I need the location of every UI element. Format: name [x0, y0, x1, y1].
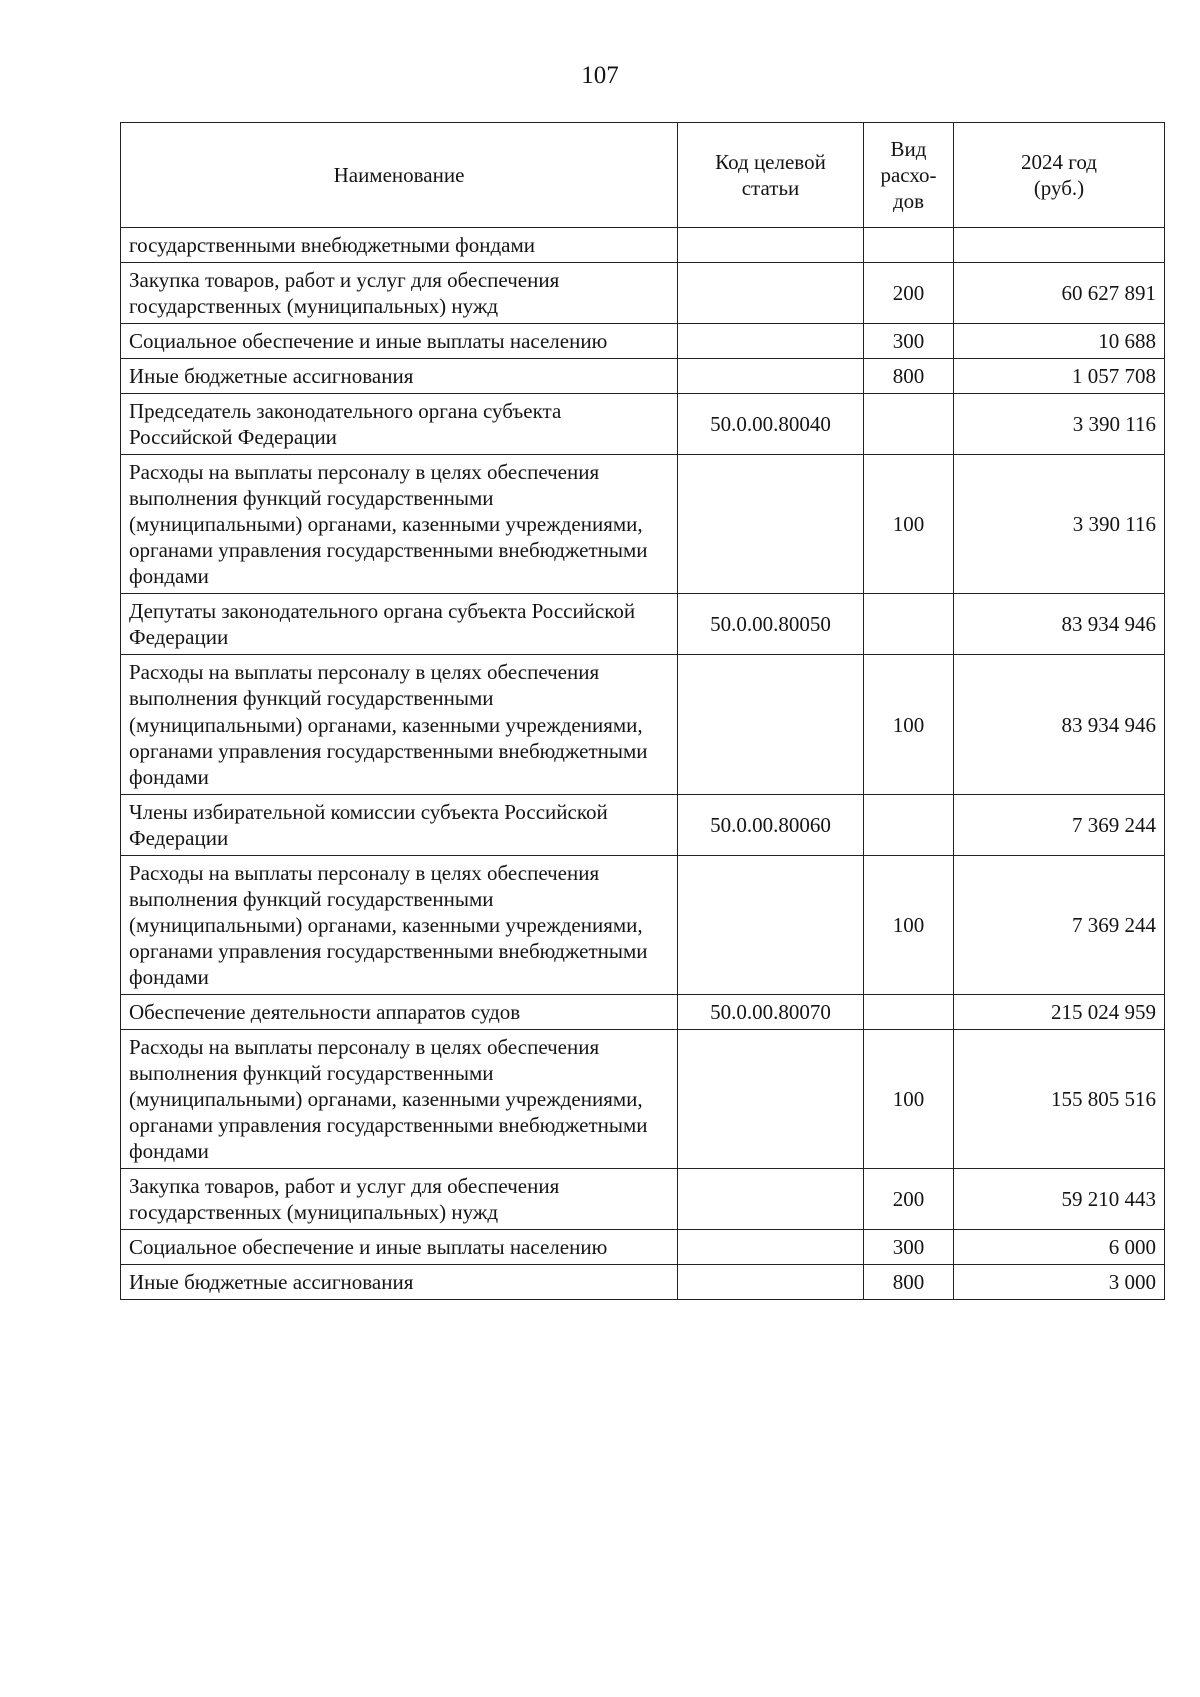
row-code — [678, 455, 864, 594]
row-name: Социальное обеспечение и иные выплаты населению — [121, 1230, 678, 1265]
row-type: 800 — [864, 1265, 954, 1300]
row-amount: 10 688 — [954, 324, 1165, 359]
row-type — [864, 794, 954, 855]
table-row — [121, 394, 1165, 455]
table-header-row — [121, 123, 1165, 228]
row-type: 200 — [864, 263, 954, 324]
row-name: Закупка товаров, работ и услуг для обеспечения государственных (муниципальных) нужд — [121, 1169, 678, 1230]
row-amount: 7 369 244 — [954, 855, 1165, 994]
row-amount: 83 934 946 — [954, 655, 1165, 794]
row-amount: 3 390 116 — [954, 394, 1165, 455]
row-name: Расходы на выплаты персоналу в целях обеспечения выполнения функций государственными (муниципальными) органами, казенными учреждениями, органами управления государственными внебюджетными фондами — [121, 455, 678, 594]
row-code — [678, 855, 864, 994]
table-row — [121, 1265, 1165, 1300]
row-type: 100 — [864, 455, 954, 594]
row-name: Расходы на выплаты персоналу в целях обеспечения выполнения функций государственными (муниципальными) органами, казенными учреждениями, органами управления государственными внебюджетными фондами — [121, 1029, 678, 1168]
row-name: Расходы на выплаты персоналу в целях обеспечения выполнения функций государственными (муниципальными) органами, казенными учреждениями, органами управления государственными внебюджетными фондами — [121, 655, 678, 794]
table-row — [121, 455, 1165, 594]
row-type: 100 — [864, 855, 954, 994]
header-amount-line1: 2024 год — [1021, 149, 1097, 174]
row-amount: 7 369 244 — [954, 794, 1165, 855]
row-amount: 1 057 708 — [954, 359, 1165, 394]
row-name: Члены избирательной комиссии субъекта Российской Федерации — [121, 794, 678, 855]
row-code — [678, 655, 864, 794]
table-row — [121, 324, 1165, 359]
header-type-line3: дов — [892, 189, 925, 214]
table-row — [121, 594, 1165, 655]
row-name: Председатель законодательного органа субъекта Российской Федерации — [121, 394, 678, 455]
row-name: Иные бюджетные ассигнования — [121, 1265, 678, 1300]
row-type: 300 — [864, 1230, 954, 1265]
table-row — [121, 359, 1165, 394]
header-amount — [954, 123, 1165, 228]
row-code — [678, 324, 864, 359]
row-amount: 3 390 116 — [954, 455, 1165, 594]
row-name: Иные бюджетные ассигнования — [121, 359, 678, 394]
row-code — [678, 263, 864, 324]
header-type — [864, 123, 954, 228]
row-name: Расходы на выплаты персоналу в целях обеспечения выполнения функций государственными (муниципальными) органами, казенными учреждениями, органами управления государственными внебюджетными фондами — [121, 855, 678, 994]
table-row — [121, 1029, 1165, 1168]
row-code — [678, 228, 864, 263]
row-name: государственными внебюджетными фондами — [121, 228, 678, 263]
row-amount: 60 627 891 — [954, 263, 1165, 324]
row-amount — [954, 228, 1165, 263]
page-number: 107 — [581, 62, 619, 89]
row-name: Закупка товаров, работ и услуг для обеспечения государственных (муниципальных) нужд — [121, 263, 678, 324]
row-code: 50.0.00.80050 — [678, 594, 864, 655]
header-type-line2: расхо- — [880, 162, 937, 187]
table-row — [121, 855, 1165, 994]
row-name: Депутаты законодательного органа субъекта Российской Федерации — [121, 594, 678, 655]
row-type — [864, 594, 954, 655]
row-amount: 59 210 443 — [954, 1169, 1165, 1230]
row-type — [864, 394, 954, 455]
header-code — [678, 123, 864, 228]
header-name — [121, 123, 678, 228]
row-code — [678, 1029, 864, 1168]
row-amount: 3 000 — [954, 1265, 1165, 1300]
budget-table — [120, 122, 1165, 1300]
row-type: 100 — [864, 655, 954, 794]
row-name: Социальное обеспечение и иные выплаты населению — [121, 324, 678, 359]
row-name: Обеспечение деятельности аппаратов судов — [121, 994, 678, 1029]
table-row — [121, 1230, 1165, 1265]
table-row — [121, 655, 1165, 794]
row-code — [678, 359, 864, 394]
row-type — [864, 228, 954, 263]
row-amount: 215 024 959 — [954, 994, 1165, 1029]
row-type: 100 — [864, 1029, 954, 1168]
row-type: 800 — [864, 359, 954, 394]
table-row — [121, 794, 1165, 855]
row-type: 200 — [864, 1169, 954, 1230]
header-name-label: Наименование — [333, 162, 465, 187]
row-type — [864, 994, 954, 1029]
table-row — [121, 1169, 1165, 1230]
row-amount: 83 934 946 — [954, 594, 1165, 655]
row-code — [678, 1265, 864, 1300]
row-code: 50.0.00.80070 — [678, 994, 864, 1029]
row-amount: 155 805 516 — [954, 1029, 1165, 1168]
header-code-line1: Код целевой — [715, 149, 826, 174]
header-type-line1: Вид — [890, 136, 927, 161]
row-code: 50.0.00.80060 — [678, 794, 864, 855]
table-row — [121, 228, 1165, 263]
row-code — [678, 1230, 864, 1265]
row-type: 300 — [864, 324, 954, 359]
row-amount: 6 000 — [954, 1230, 1165, 1265]
table-row — [121, 994, 1165, 1029]
header-amount-line2: (руб.) — [1033, 176, 1085, 200]
header-code-line2: статьи — [741, 176, 800, 200]
table-row — [121, 263, 1165, 324]
row-code: 50.0.00.80040 — [678, 394, 864, 455]
row-code — [678, 1169, 864, 1230]
